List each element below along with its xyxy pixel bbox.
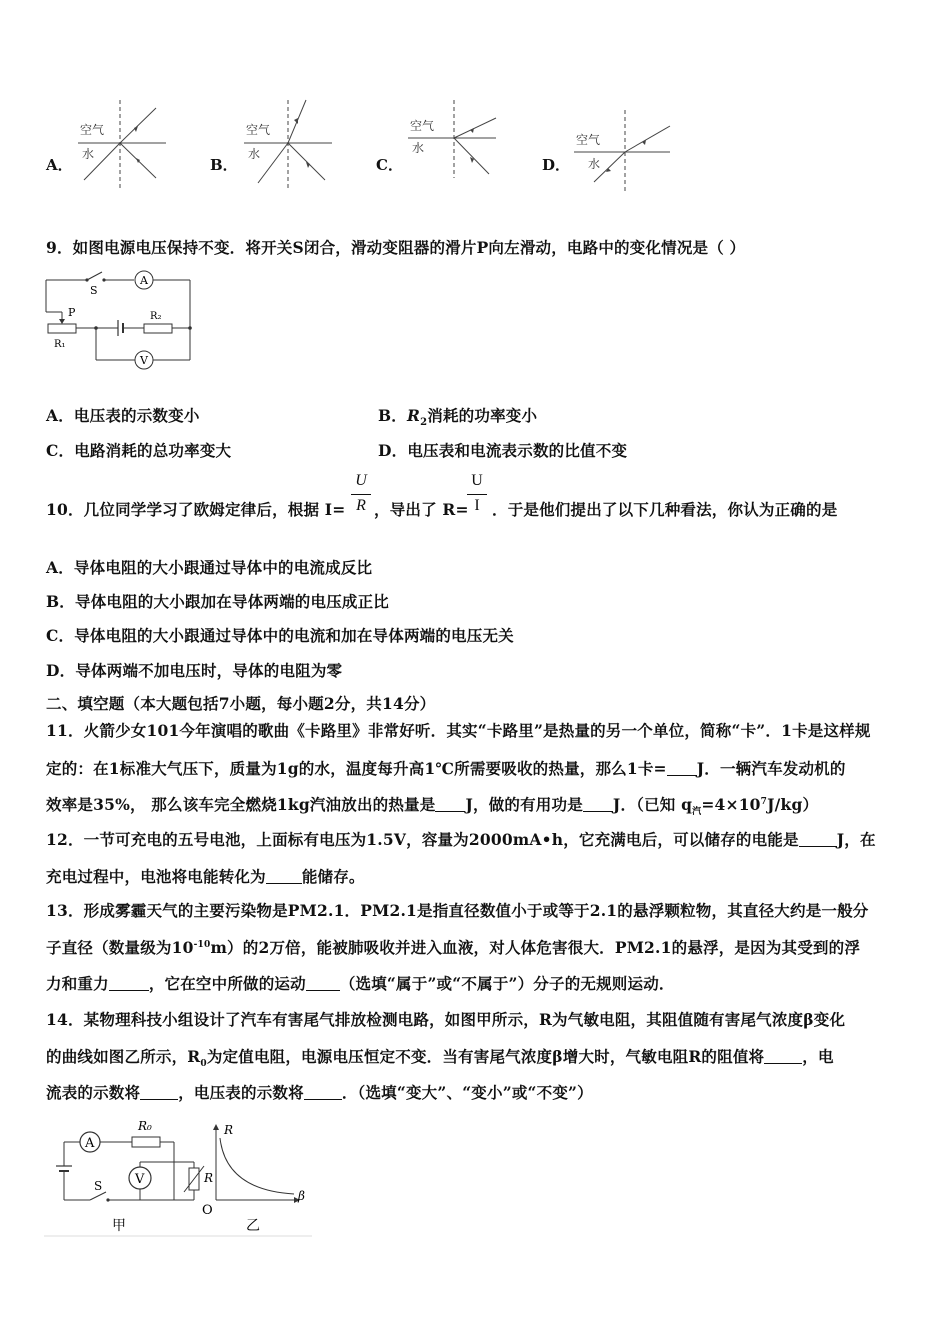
q11-line-3-text-d: =4×10 — [701, 795, 761, 814]
q14-graph-x-label: β — [298, 1189, 305, 1203]
air-label: 空气 — [410, 119, 435, 133]
q9-option-c[interactable]: C．电路消耗的总功率变大 — [46, 441, 232, 460]
r2-label: R₂ — [150, 311, 162, 322]
q10-option-b[interactable]: B．导体电阻的大小跟加在导体两端的电压成正比 — [46, 592, 390, 611]
q11-line-2-text-b: J．一辆汽车发动机的 — [696, 759, 846, 778]
q13-line-3-text-b: ，它在空中所做的运动 — [148, 974, 306, 993]
q14-r0-label: R₀ — [138, 1119, 152, 1133]
q10-stem-part2: ，导出了 R= — [374, 500, 469, 519]
q10-frac1-denominator: R — [356, 497, 366, 514]
q8-option-a-label[interactable]: A． — [46, 156, 73, 174]
q13-line-2-text-b: m）的2万倍，能被肺吸收并进入血液，对人体危害很大．PM2.1的悬浮，是因为其受到的浮 — [210, 938, 861, 957]
q13-line-3 — [46, 972, 675, 994]
q9-circuit-diagram — [40, 266, 200, 370]
q12-line-2 — [46, 865, 365, 887]
q14-line-3 — [46, 1081, 593, 1103]
q14-graph-y-label: R — [224, 1123, 234, 1137]
q12-blank-1[interactable] — [799, 832, 837, 847]
q14-line-3-text-c: ．（选填“变大”、“变小”或“不变”） — [341, 1083, 593, 1102]
q8-diagram-b — [240, 98, 335, 190]
q10-stem-part3: ．于是他们提出了以下几种看法，你认为正确的是 — [492, 500, 838, 519]
q12-line-1 — [46, 828, 876, 850]
q11-line-3-text-a: 效率是35%， 那么该车完全燃烧1kg汽油放出的热量是 — [46, 795, 436, 814]
q9-stem: 9．如图电源电压保持不变．将开关S闭合，滑动变阻器的滑片P向左滑动，电路中的变化情况是（ ） — [46, 238, 746, 257]
q14-line-2-text-a: 的曲线如图乙所示，R — [46, 1047, 201, 1066]
water-label: 水 — [588, 157, 601, 171]
q14-r-label: R — [204, 1171, 214, 1185]
q11-line-3 — [46, 793, 818, 817]
air-label: 空气 — [576, 133, 601, 147]
q11-blank-2[interactable] — [435, 797, 465, 812]
q11-line-2 — [46, 757, 846, 779]
q13-line-3-text-c: （选填“属于”或“不属于”）分子的无规则运动． — [339, 974, 675, 993]
q14-label-jia: 甲 — [112, 1218, 126, 1234]
r1-label: R₁ — [54, 339, 66, 350]
q10-stem-part1: 10．几位同学学习了欧姆定律后，根据 I= — [46, 500, 346, 519]
water-label: 水 — [248, 147, 261, 161]
ammeter-label: A — [140, 274, 148, 287]
q13-line-3-text-a: 力和重力 — [46, 974, 109, 993]
q13-blank-2[interactable] — [306, 976, 340, 991]
slider-label: P — [68, 306, 76, 319]
q8-diagram-c — [404, 98, 499, 190]
q14-line-2-text-c: ，电 — [802, 1047, 834, 1066]
q8-option-d-label[interactable]: D． — [542, 156, 571, 174]
q13-blank-1[interactable] — [109, 976, 149, 991]
q12-line-1-text-b: J，在 — [836, 830, 876, 849]
q13-line-2-sup: -10 — [193, 939, 211, 950]
q9-option-a[interactable]: A．电压表的示数变小 — [46, 406, 200, 425]
q9-option-b-sub: 2 — [420, 417, 428, 429]
q14-line-2-text-b: 为定值电阻，电源电压恒定不变．当有害尾气浓度β增大时，气敏电阻R的阻值将 — [206, 1047, 765, 1066]
q14-voltmeter-label: V — [135, 1172, 145, 1187]
q8-option-b-label[interactable]: B． — [210, 156, 238, 174]
q12-blank-2[interactable] — [266, 869, 302, 884]
q14-ammeter-label: A — [85, 1136, 95, 1151]
q11-blank-3[interactable] — [583, 797, 613, 812]
q8-diagram-d — [570, 98, 674, 196]
q11-blank-1[interactable] — [667, 761, 697, 776]
q14-blank-1[interactable] — [764, 1049, 802, 1064]
q14-switch-label: S — [94, 1179, 103, 1193]
q10-frac1-numerator: U — [355, 472, 367, 489]
q14-blank-2[interactable] — [140, 1085, 178, 1100]
q10-frac2-bar — [467, 494, 487, 495]
q9-option-b-prefix: B． — [378, 406, 408, 425]
q10-frac1-bar — [351, 494, 371, 495]
q9-option-d[interactable]: D．电压表和电流表示数的比值不变 — [378, 441, 628, 460]
q14-line-2-sub: 0 — [200, 1059, 207, 1070]
q14-blank-3[interactable] — [304, 1085, 342, 1100]
water-label: 水 — [82, 147, 95, 161]
q10-option-c[interactable]: C．导体电阻的大小跟通过导体中的电流和加在导体两端的电压无关 — [46, 626, 514, 645]
q9-option-b-rest: 消耗的功率变小 — [427, 406, 538, 425]
water-label: 水 — [412, 141, 425, 155]
q10-option-a[interactable]: A．导体电阻的大小跟通过导体中的电流成反比 — [46, 558, 373, 577]
q11-line-3-sub: 汽 — [692, 807, 702, 818]
q14-line-3-text-b: ，电压表的示数将 — [178, 1083, 304, 1102]
q14-label-yi: 乙 — [246, 1218, 260, 1234]
air-label: 空气 — [246, 123, 271, 137]
q14-graph-origin: O — [202, 1203, 213, 1218]
voltmeter-label: V — [140, 354, 148, 367]
q14-line-3-text-a: 流表的示数将 — [46, 1083, 141, 1102]
q10-frac2-denominator: I — [474, 497, 480, 514]
q10-option-d[interactable]: D．导体两端不加电压时，导体的电阻为零 — [46, 661, 343, 680]
q12-line-2-text-b: 能储存。 — [301, 867, 365, 886]
q12-line-1-text-a: 12．一节可充电的五号电池，上面标有电压为1.5V，容量为2000mA•h，它充满电后，可以储存的电能是 — [46, 830, 799, 849]
q11-line-3-text-b: J，做的有用功是 — [465, 795, 583, 814]
q11-line-3-text-c: J．（已知 q — [612, 795, 693, 814]
q9-option-b-var: R — [407, 406, 421, 425]
air-label: 空气 — [80, 123, 105, 137]
q11-line-1: 11．火箭少女101今年演唱的歌曲《卡路里》非常好听．其实“卡路里”是热量的另一个单位，简称“卡”．1卡是这样规 — [46, 721, 871, 740]
q13-line-2 — [46, 936, 860, 958]
q14-figure — [44, 1112, 312, 1238]
q13-line-2-text-a: 子直径（数量级为10 — [46, 938, 194, 957]
q11-line-3-text-e: J/kg） — [767, 795, 819, 814]
q10-frac2-numerator: U — [471, 472, 483, 489]
q11-line-3-sup: 7 — [760, 796, 768, 807]
q14-line-2 — [46, 1045, 834, 1069]
q14-line-1: 14．某物理科技小组设计了汽车有害尾气排放检测电路，如图甲所示，R为气敏电阻，其阻值随有害尾气浓度β变化 — [46, 1010, 846, 1029]
q8-option-c-label[interactable]: C． — [376, 156, 403, 174]
q13-line-1: 13．形成雾霾天气的主要污染物是PM2.1．PM2.1是指直径数值小于或等于2.1的悬浮颗粒物，其直径大约是一般分 — [46, 901, 869, 920]
q12-line-2-text-a: 充电过程中，电池将电能转化为 — [46, 867, 266, 886]
q8-diagram-a — [74, 98, 169, 190]
q11-line-2-text-a: 定的：在1标准大气压下，质量为1g的水，温度每升高1℃所需要吸收的热量，那么1卡= — [46, 759, 667, 778]
switch-label: S — [90, 284, 98, 297]
q9-option-b[interactable] — [378, 404, 537, 428]
section-2-heading: 二、填空题（本大题包括7小题，每小题2分，共14分） — [46, 694, 436, 713]
